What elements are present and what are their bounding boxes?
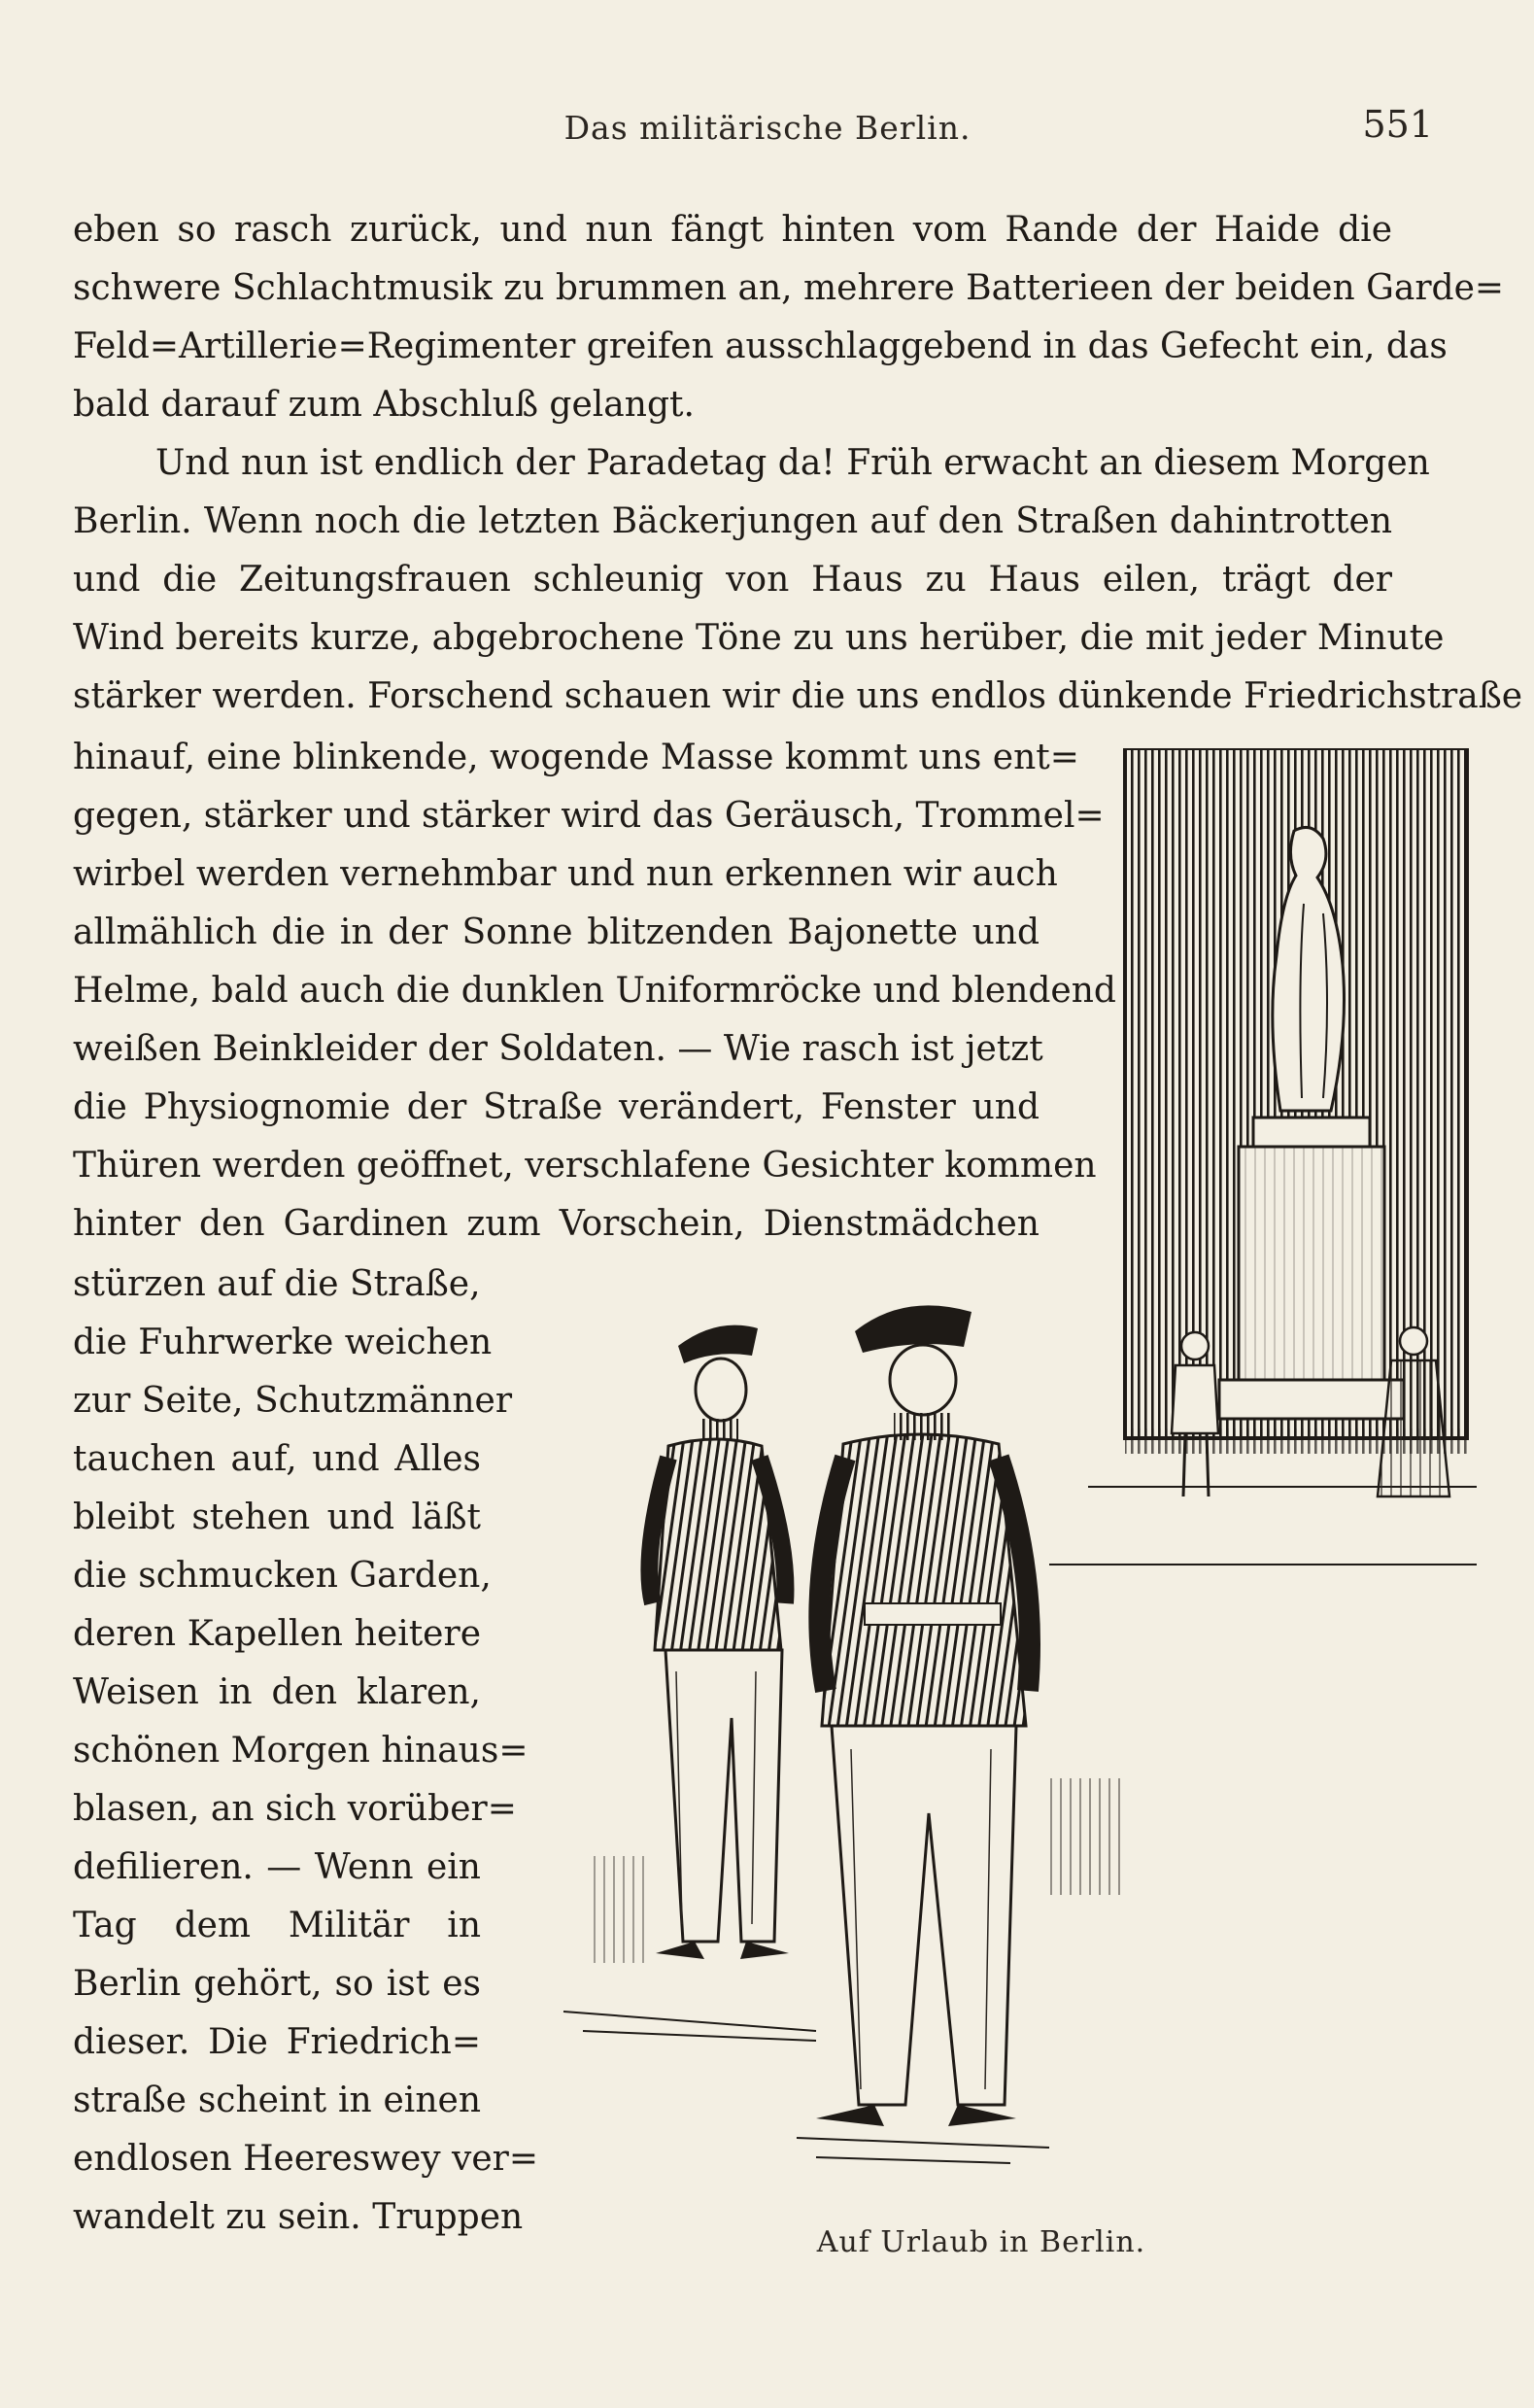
text-line: Berlin. Wenn noch die letzten Bäckerjungen auf den Straßen dahintrotten bbox=[73, 501, 1392, 541]
page-number: 551 bbox=[1362, 103, 1433, 146]
text-line: hinter den Gardinen zum Vorschein, Dienstmädchen bbox=[73, 1204, 1040, 1244]
text-line: Feld=Artillerie=Regimenter greifen ausschlaggebend in das Gefecht ein, das bbox=[73, 327, 1448, 366]
text-line: allmählich die in der Sonne blitzenden Bajonette und bbox=[73, 912, 1040, 952]
text-line: Berlin gehört, so ist es bbox=[73, 1964, 481, 2004]
text-line: endlosen Heereswey ver= bbox=[73, 2139, 539, 2179]
text-line: Wind bereits kurze, abgebrochene Töne zu uns herüber, die mit jeder Minute bbox=[73, 618, 1445, 658]
text-line: weißen Beinkleider der Soldaten. — Wie rasch ist jetzt bbox=[73, 1029, 1043, 1069]
text-line: eben so rasch zurück, und nun fängt hinten vom Rande der Haide die bbox=[73, 210, 1392, 250]
illustration-soldiers-on-leave bbox=[505, 748, 1486, 2196]
text-line: hinauf, eine blinkende, wogende Masse kommt uns ent= bbox=[73, 738, 1079, 777]
text-line: und die Zeitungsfrauen schleunig von Haus zu Haus eilen, trägt der bbox=[73, 560, 1392, 600]
text-line: deren Kapellen heitere bbox=[73, 1614, 481, 1654]
text-line: blasen, an sich vorüber= bbox=[73, 1789, 517, 1829]
text-line: die schmucken Garden, bbox=[73, 1556, 492, 1596]
text-line: schönen Morgen hinaus= bbox=[73, 1731, 528, 1771]
text-line: Und nun ist endlich der Paradetag da! Früh erwacht an diesem Morgen bbox=[155, 443, 1430, 483]
text-line: wirbel werden vernehmbar und nun erkennen wir auch bbox=[73, 854, 1058, 894]
text-line: bleibt stehen und läßt bbox=[73, 1497, 481, 1537]
text-line: bald darauf zum Abschluß gelangt. bbox=[73, 385, 695, 425]
text-line: Helme, bald auch die dunklen Uniformröcke und blendend bbox=[73, 971, 1116, 1011]
text-line: wandelt zu sein. Truppen bbox=[73, 2197, 524, 2237]
soldier-right bbox=[816, 1305, 1030, 2126]
text-line: dieser. Die Friedrich= bbox=[73, 2022, 481, 2062]
text-line: stärker werden. Forschend schauen wir die uns endlos dünkende Friedrichstraße bbox=[73, 676, 1523, 716]
text-line: Weisen in den klaren, bbox=[73, 1672, 481, 1712]
running-title: Das militärische Berlin. bbox=[563, 109, 972, 147]
text-line: tauchen auf, und Alles bbox=[73, 1439, 481, 1479]
text-line: defilieren. — Wenn ein bbox=[73, 1847, 481, 1887]
soldier-left bbox=[649, 1325, 789, 1959]
text-line: Thüren werden geöffnet, verschlafene Gesichter kommen bbox=[73, 1146, 1097, 1186]
text-line: gegen, stärker und stärker wird das Geräusch, Trommel= bbox=[73, 796, 1105, 836]
text-line: die Physiognomie der Straße verändert, Fenster und bbox=[73, 1087, 1040, 1127]
text-line: zur Seite, Schutzmänner bbox=[73, 1381, 513, 1421]
illustration-caption: Auf Urlaub in Berlin. bbox=[816, 2225, 1146, 2259]
text-line: stürzen auf die Straße, bbox=[73, 1264, 481, 1304]
text-line: straße scheint in einen bbox=[73, 2081, 481, 2120]
text-line: Tag dem Militär in bbox=[73, 1906, 481, 1945]
text-line: schwere Schlachtmusik zu brummen an, mehrere Batterieen der beiden Garde= bbox=[73, 268, 1505, 308]
statue-pedestal bbox=[1219, 1118, 1404, 1419]
text-line: die Fuhrwerke weichen bbox=[73, 1323, 493, 1362]
